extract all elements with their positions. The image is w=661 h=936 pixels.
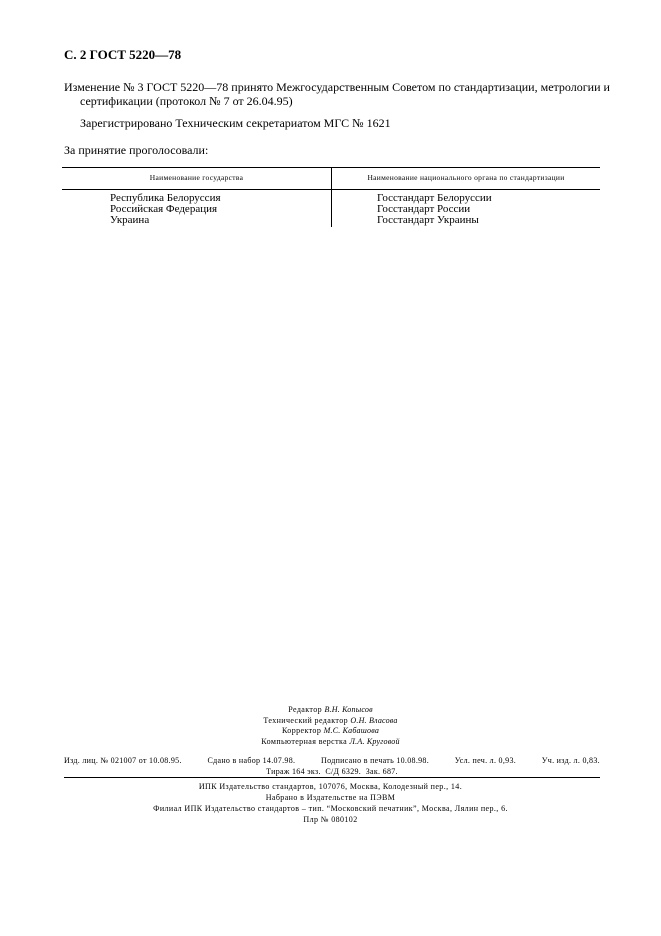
plr-number: Плр № 080102 (303, 815, 358, 824)
circulation: Тираж 164 экз. (266, 767, 321, 776)
registration-paragraph: Зарегистрировано Техническим секретариатом МГС № 1621 (80, 116, 391, 130)
states-column (110, 193, 221, 226)
corrector-line (0, 726, 661, 737)
layout-label: Компьютерная верстка (261, 736, 348, 746)
edition-sheets: Уч. изд. л. 0,83. (541, 756, 600, 765)
publisher-address: ИПК Издательство стандартов, 107076, Москва, Колодезный пер., 14. (198, 782, 463, 791)
column-header-state: Наименование государства (149, 173, 244, 182)
editor-line (0, 705, 661, 716)
voting-table (62, 167, 600, 227)
table-cell-state: Российская Федерация (110, 203, 218, 215)
print-details-row (64, 755, 600, 766)
editor-name: В.Н. Копысов (324, 705, 373, 714)
amendment-paragraph: Изменение № 3 ГОСТ 5220—78 принято Межгосударственным Советом по стандартизации, метрологии и сертификации (протокол № 7 от 26.04.95) (64, 80, 610, 108)
layout-line (0, 737, 661, 748)
bodies-column (377, 193, 492, 226)
page-header: С. 2 ГОСТ 5220—78 (64, 47, 182, 62)
editor-label: Редактор (288, 705, 323, 714)
branch-address: Филиал ИПК Издательство стандартов – тип. “Московский печатник”, Москва, Лялин пер., 6. (153, 804, 508, 813)
print-details (64, 755, 600, 777)
layout-name: Л.А. Круговой (349, 736, 400, 746)
typeset-date: Сдано в набор 14.07.98. (207, 756, 296, 765)
voting-intro: За принятие проголосовали: (64, 143, 209, 157)
order-sd: С/Д 6329. (325, 767, 362, 776)
table-cell-body: Госстандарт Белоруссии (377, 192, 492, 204)
table-cell-state: Республика Белоруссия (110, 192, 221, 204)
license-number: Изд. лиц. № 021007 от 10.08.95. (64, 756, 182, 765)
typeset-note: Набрано в Издательстве на ПЭВМ (265, 793, 396, 802)
corrector-label: Корректор (281, 726, 322, 735)
tech-editor-label: Технический редактор (263, 715, 348, 725)
order-number: Зак. 687. (365, 767, 398, 776)
table-cell-state: Украина (110, 214, 150, 226)
tech-editor-name: О.Н. Власова (350, 715, 398, 725)
table-cell-body: Госстандарт Украины (377, 214, 479, 226)
editorial-staff (0, 705, 661, 747)
column-header-body: Наименование национального органа по стандартизации (367, 173, 565, 182)
tech-editor-line (0, 716, 661, 727)
corrector-name: М.С. Кабашова (323, 726, 380, 735)
signed-date: Подписано в печать 10.08.98. (321, 756, 430, 765)
publisher-info (0, 781, 661, 825)
circulation-row (64, 766, 600, 777)
imprint-divider (64, 777, 600, 778)
table-cell-body: Госстандарт России (377, 203, 471, 215)
print-sheets: Усл. печ. л. 0,93. (454, 756, 517, 765)
